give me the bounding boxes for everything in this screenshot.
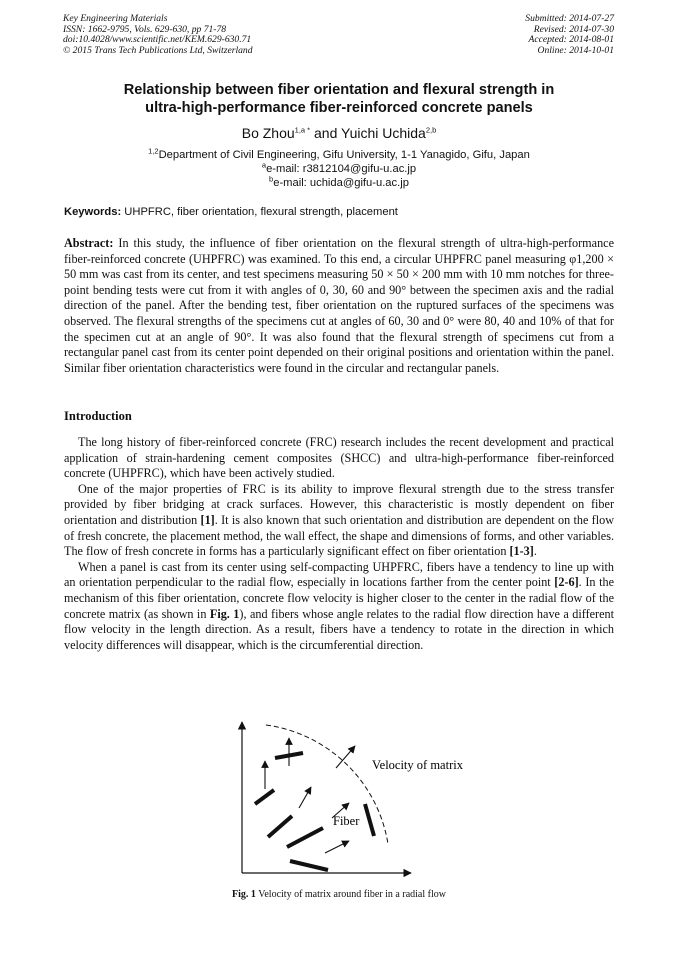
title-line-1: Relationship between fiber orientation and flexural strength in: [123, 82, 555, 98]
velocity-of-matrix-label: Velocity of matrix: [372, 758, 463, 772]
figure-caption: [60, 889, 618, 900]
journal-name: Key Engineering Materials: [63, 13, 168, 24]
paragraph-text: ), and fibers whose angle relates to the radial flow direction have a different flow velocity in the length direction. As a result, fibers have a tendency to rotate in the direction in which velocity differences will disappear, which is the circumferential direction.: [64, 606, 614, 652]
figure-ref: Fig. 1: [209, 606, 240, 621]
radial-flow-diagram: [215, 713, 485, 883]
affiliation-text: Department of Civil Engineering, Gifu University, 1-1 Yanagido, Gifu, Japan: [158, 149, 530, 161]
abstract-paragraph: [64, 236, 614, 376]
body-paragraph: The long history of fiber-reinforced concrete (FRC) research includes the recent development and practical application of strain-hardening cement composites (SHCC) and ultra-high-performance fiber-reinforced concrete (UHPFRC), which have been actively studied.: [64, 435, 614, 481]
author-list: [60, 125, 618, 142]
body-paragraph: [64, 482, 614, 560]
keywords-line: [64, 206, 398, 218]
section-heading: Introduction: [64, 409, 132, 423]
affiliation-superscript: 1,2: [148, 146, 159, 156]
email-line: [60, 176, 618, 190]
email-text: e-mail: uchida@gifu-u.ac.jp: [273, 177, 409, 189]
fibers: [255, 753, 374, 870]
abstract-label: Abstract:: [64, 236, 114, 250]
online-date: Online: 2014-10-01: [537, 44, 614, 56]
paragraph-text: .: [533, 544, 537, 559]
caption-label: Fig. 1: [232, 889, 256, 900]
author-conjunction: and: [310, 125, 341, 141]
author-superscript: 2,b: [425, 125, 437, 135]
author-superscript: 1,a *: [294, 125, 311, 135]
affiliation-line: [60, 148, 618, 162]
email-superscript: a: [261, 160, 267, 170]
paragraph-text: . In the mechanism of this fiber orientation, concrete flow velocity is higher closer to the center in the radial flow of the concrete matrix (as shown in: [64, 575, 614, 621]
accepted-date: Accepted: 2014-08-01: [528, 34, 614, 46]
panel-axes: [242, 722, 411, 873]
submitted-date: Submitted: 2014-07-27: [525, 13, 614, 24]
title-line-2: ultra-high-performance fiber-reinforced concrete panels: [145, 100, 533, 116]
paragraph-text: When a panel is cast from its center using self-compacting UHPFRC, fibers have a tendency to line up with an orientation perpendicular to the radial flow, especially in locations farther from the center point: [64, 559, 614, 590]
fiber-label: Fiber: [333, 814, 360, 828]
citation-ref: [1]: [200, 512, 215, 527]
copyright-line: © 2015 Trans Tech Publications Ltd, Switzerland: [63, 44, 253, 56]
paper-title: [60, 81, 618, 117]
citation-ref: [2-6]: [554, 575, 579, 590]
email-line: [60, 162, 618, 176]
abstract-text: In this study, the influence of fiber orientation on the flexural strength of ultra-high-performance fiber-reinforced concrete (UHPFRC) was examined. To this end, a circular UHPFRC panel measuring φ1,200 × 50 mm was cast from its center, and test specimens measuring 50 × 50 × 200 mm with 10 mm notches for three-point bending tests were cut from it with angles of 0, 30, 60 and 90° between the specimen axis and the radial direction of the panel. After the bending test, fiber orientation on the ruptured surfaces of the specimens was observed. The flexural strengths of the specimens cut at angles of 60, 30 and 0° were 80, 40 and 10% of that for the specimen cut at an angle of 90°. It was also found that the flexural strength of specimens cut from a rectangular panel cast from its center point depended on their original positions and orientation within the panel. Similar fiber orientation characteristics were found in the circular and rectangular panels.: [64, 236, 614, 375]
affiliation-block: [60, 148, 618, 190]
author-name: Yuichi Uchida: [341, 125, 426, 141]
body-paragraph: [64, 560, 614, 654]
keywords-text: UHPFRC, fiber orientation, flexural strength, placement: [121, 206, 398, 218]
paragraph-text: . It is also known that such orientation and distribution are dependent on the flow of fresh concrete, the placement method, the wall effect, the shape and dimensions of forms, and other variables. The flow of fresh concrete in forms has a particularly significant effect on fiber orientation: [64, 512, 614, 559]
paragraph-text: One of the major properties of FRC is its ability to improve flexural strength due to the stress transfer provided by fiber bridging at crack surfaces. However, this characteristic is mostly dependent on fiber orientation and distribution: [64, 481, 614, 527]
doi-line: doi:10.4028/www.scientific.net/KEM.629-630.71: [63, 34, 252, 46]
journal-header-left: [63, 14, 253, 56]
email-superscript: b: [269, 174, 274, 184]
revised-date: Revised: 2014-07-30: [533, 23, 614, 35]
caption-text: Velocity of matrix around fiber in a radial flow: [255, 889, 446, 900]
journal-header-right: [525, 14, 614, 56]
issn-line: ISSN: 1662-9795, Vols. 629-630, pp 71-78: [63, 23, 227, 35]
citation-ref: [1-3]: [509, 544, 534, 559]
email-text: e-mail: r3812104@gifu-u.ac.jp: [266, 163, 417, 175]
introduction-body: [64, 435, 614, 653]
author-name: Bo Zhou: [241, 125, 295, 141]
keywords-label: Keywords:: [64, 206, 122, 218]
